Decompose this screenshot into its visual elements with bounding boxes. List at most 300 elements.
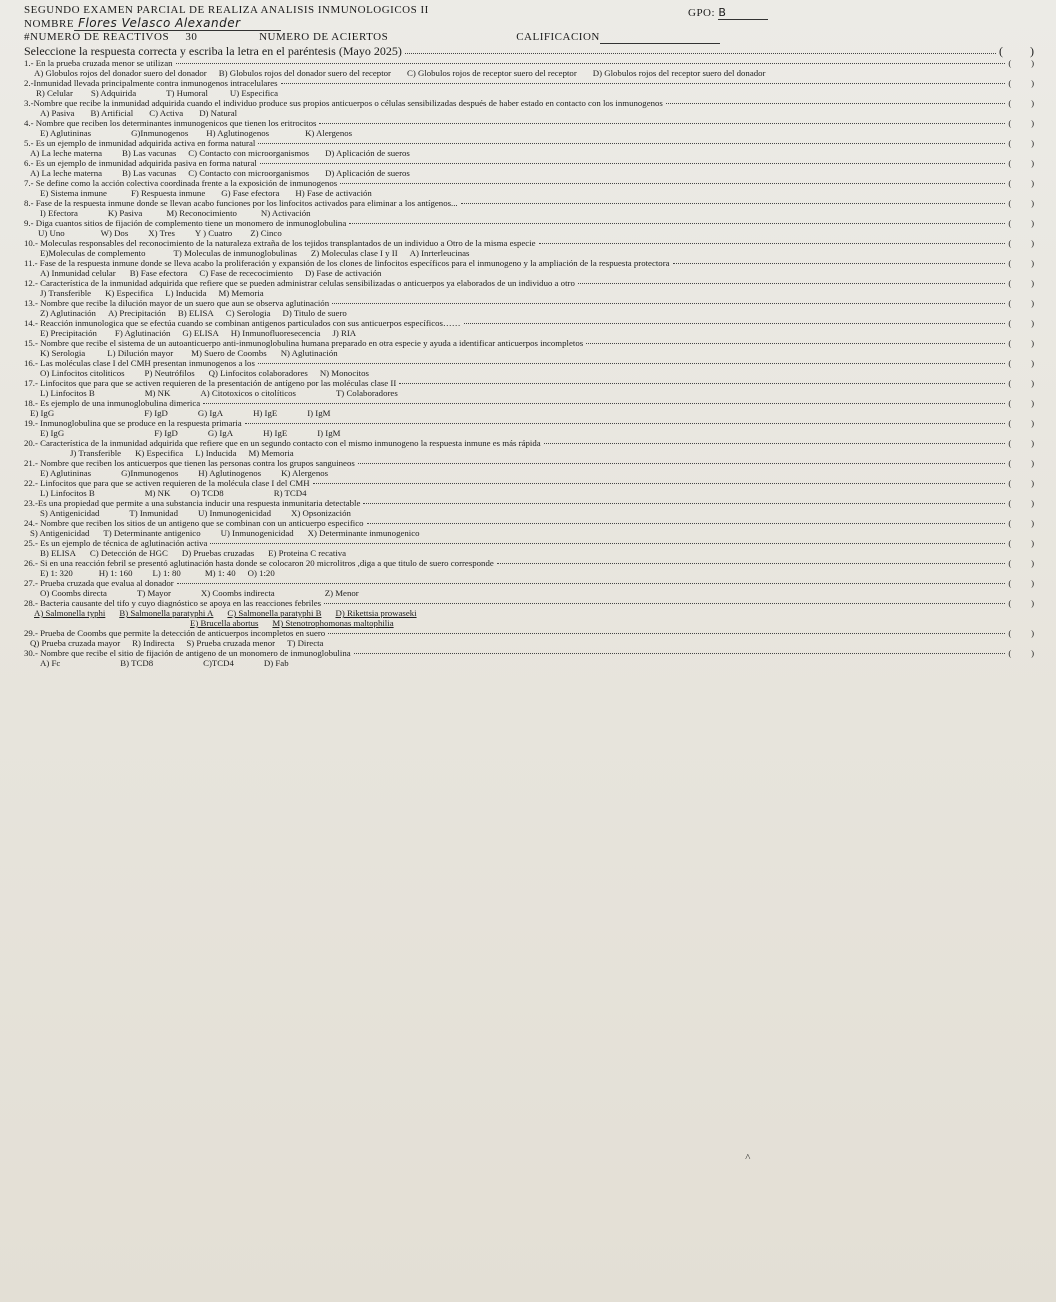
option-row	[24, 68, 1034, 78]
question-12	[24, 278, 1034, 298]
calificacion-label: CALIFICACION	[516, 31, 600, 43]
answer-option[interactable]: Z) Cinco	[250, 228, 282, 238]
question-text: 2.-Inmunidad llevada principalmente contra inmunogenos intracelulares	[24, 78, 278, 88]
option-row	[24, 228, 1034, 238]
dot-leader	[281, 83, 1006, 84]
question-21	[24, 458, 1034, 478]
dot-leader	[666, 103, 1006, 104]
answer-option[interactable]: E) Sistema inmune	[40, 188, 107, 198]
answer-option[interactable]: B) ELISA	[40, 548, 76, 558]
answer-option[interactable]: W) Dos	[100, 228, 129, 238]
answer-option[interactable]: D) Aplicación de sueros	[325, 148, 410, 158]
dot-leader	[340, 183, 1005, 184]
question-18	[24, 398, 1034, 418]
answer-option[interactable]: A) Inmunidad celular	[40, 268, 116, 278]
option-row	[24, 248, 1034, 258]
answer-option[interactable]: B) TCD8	[120, 658, 154, 668]
answer-option[interactable]: T) Colaboradores	[335, 388, 398, 398]
dot-leader	[578, 283, 1006, 284]
answer-option[interactable]: A) Fc	[40, 658, 61, 668]
answer-blank[interactable]: ( )	[1008, 78, 1034, 88]
answer-option[interactable]: B) Las vacunas	[122, 168, 177, 178]
answer-option[interactable]: Z) Aglutinación	[40, 308, 96, 318]
answer-option[interactable]: M) Memoria	[248, 448, 294, 458]
answer-option[interactable]: J) Transferible	[40, 288, 92, 298]
answer-blank[interactable]: ( )	[1008, 538, 1034, 548]
question-text: 11.- Fase de la respuesta inmune donde se lleva acabo la proliferación y expansión de los clones de linfocitos específicos para el inmunogeno y la ampliación de la respuesta protectora	[24, 258, 670, 268]
dot-leader	[328, 633, 1005, 634]
answer-option[interactable]: M) NK	[144, 388, 171, 398]
answer-option[interactable]: B) Artificial	[90, 108, 134, 118]
answer-option[interactable]: B) Fase efectora	[129, 268, 188, 278]
question-stem-row	[24, 118, 1034, 128]
option-row	[24, 488, 1034, 498]
question-text: 16.- Las moléculas clase I del CMH presentan inmunogenos a los	[24, 358, 255, 368]
question-list	[24, 58, 1034, 668]
option-row	[24, 148, 1034, 158]
question-text: 14.- Reacción inmunologica que se efectúa cuando se combinan antigenos particulados con sus anticuerpos específicos……	[24, 318, 461, 328]
answer-option[interactable]: L) Linfocitos B	[40, 388, 95, 398]
instructions	[24, 44, 1034, 58]
question-text: 5.- Es un ejemplo de inmunidad adquirida activa en forma natural	[24, 138, 256, 148]
answer-option[interactable]: B) Salmonella paratyphi A	[119, 608, 214, 618]
dot-leader	[332, 303, 1005, 304]
dot-leader	[539, 243, 1006, 244]
question-text: 18.- Es ejemplo de una inmunoglobulina dimerica	[24, 398, 201, 408]
dot-leader	[258, 363, 1005, 364]
dot-leader	[358, 463, 1006, 464]
question-14	[24, 318, 1034, 338]
answer-option[interactable]: B) Globulos rojos del donador suero del receptor	[218, 68, 391, 78]
answer-option[interactable]: T) Moleculas de inmunoglobulinas	[173, 248, 297, 258]
question-29	[24, 628, 1034, 648]
question-text: 24.- Nombre que reciben los sitios de un antigeno que se combinan con un anticuerpo especifico	[24, 518, 364, 528]
question-text: 7.- Se define como la acción colectiva coordinada frente a la exposición de inmunogenos	[24, 178, 338, 188]
pen-mark-icon: ˄	[745, 1152, 751, 1163]
answer-option[interactable]: M) 1: 40	[204, 568, 236, 578]
answer-blank[interactable]: ( )	[1008, 498, 1034, 508]
answer-option[interactable]: E) Proteina C recativa	[268, 548, 347, 558]
answer-option[interactable]: L) Linfocitos B	[40, 488, 95, 498]
question-7	[24, 178, 1034, 198]
answer-blank[interactable]: ( )	[1008, 518, 1034, 528]
question-6	[24, 158, 1034, 178]
answer-option[interactable]: R) TCD4	[273, 488, 307, 498]
question-24	[24, 518, 1034, 538]
question-13	[24, 298, 1034, 318]
option-row	[24, 188, 1034, 198]
answer-option[interactable]: E) IgG	[40, 428, 65, 438]
dot-leader	[367, 523, 1006, 524]
option-row	[24, 208, 1034, 218]
answer-option[interactable]: G)Inmunogenos	[131, 128, 189, 138]
question-stem-row	[24, 238, 1034, 248]
answer-option[interactable]: R) Celular	[36, 88, 73, 98]
answer-option[interactable]: C) Fase de rececocimiento	[199, 268, 293, 278]
group-value: B	[718, 6, 768, 20]
answer-option[interactable]: G)Inmunogenos	[121, 468, 179, 478]
answer-option[interactable]: D) Fase de activación	[304, 268, 382, 278]
answer-blank[interactable]: ( )	[1008, 58, 1034, 68]
answer-option[interactable]: F) IgD	[154, 428, 178, 438]
answer-option[interactable]: H) Fase de activación	[295, 188, 372, 198]
answer-option[interactable]: J) Transferible	[70, 448, 122, 458]
answer-option[interactable]: J) RIA	[332, 328, 357, 338]
question-text: 29.- Prueba de Coombs que permite la detección de anticuerpos incompletos en suero	[24, 628, 326, 638]
answer-option[interactable]: S) Prueba cruzada menor	[186, 638, 276, 648]
question-stem-row	[24, 258, 1034, 268]
answer-option[interactable]: H) Aglutinogenos	[198, 468, 262, 478]
reactivos-label: #NUMERO DE REACTIVOS	[24, 31, 170, 43]
option-row	[24, 468, 1034, 478]
answer-option[interactable]: S) Antigenicidad	[40, 508, 100, 518]
option-row	[24, 328, 1034, 338]
answer-option[interactable]: X) Coombs indirecta	[200, 588, 275, 598]
answer-option[interactable]: D) Titulo de suero	[282, 308, 347, 318]
answer-option[interactable]: E) IgG	[30, 408, 55, 418]
dot-leader	[354, 653, 1006, 654]
question-28	[24, 598, 1034, 628]
answer-blank[interactable]: ( )	[1008, 318, 1034, 328]
question-8	[24, 198, 1034, 218]
answer-option[interactable]: E) Brucella abortus	[190, 618, 259, 628]
question-17	[24, 378, 1034, 398]
answer-blank[interactable]: ( )	[1008, 178, 1034, 188]
answer-option[interactable]: H) Inmunofluoresecencia	[230, 328, 321, 338]
exam-title: SEGUNDO EXAMEN PARCIAL DE REALIZA ANALISIS INMUNOLOGICOS II	[24, 4, 429, 16]
question-stem-row	[24, 78, 1034, 88]
answer-option[interactable]: L) Inducida	[165, 288, 207, 298]
answer-option[interactable]: T) Inmunidad	[129, 508, 178, 518]
answer-option[interactable]: K) Especifica	[105, 288, 154, 298]
answer-option[interactable]: I) IgM	[317, 428, 341, 438]
answer-blank[interactable]: ( )	[1008, 198, 1034, 208]
question-stem-row	[24, 158, 1034, 168]
answer-option[interactable]: M) Memoria	[218, 288, 264, 298]
answer-option[interactable]: S) Antigenicidad	[30, 528, 90, 538]
answer-option[interactable]: K) Serologia	[40, 348, 86, 358]
answer-option[interactable]: X) Tres	[148, 228, 175, 238]
question-text: 3.-Nombre que recibe la inmunidad adquirida cuando el individuo produce sus propios anticuerpos o células sensibilizadas después de haber estado en contacto con los inmunogenos	[24, 98, 663, 108]
dot-leader	[349, 223, 1005, 224]
question-stem-row	[24, 458, 1034, 468]
answer-option[interactable]: S) Adquirida	[90, 88, 137, 98]
question-20	[24, 438, 1034, 458]
answer-option[interactable]: C) Salmonella paratyphi B	[227, 608, 322, 618]
answer-option[interactable]: X) Opsonización	[291, 508, 351, 518]
question-4	[24, 118, 1034, 138]
answer-option[interactable]: M) Reconocimiento	[166, 208, 237, 218]
answer-option[interactable]: E) 1: 320	[40, 568, 73, 578]
exam-header	[24, 4, 1034, 44]
option-row	[24, 128, 1034, 138]
answer-option[interactable]: C) Detección de HGC	[89, 548, 168, 558]
answer-option[interactable]: D) Fab	[263, 658, 289, 668]
question-stem-row	[24, 338, 1034, 348]
answer-option[interactable]: T) Mayor	[136, 588, 171, 598]
question-10	[24, 238, 1034, 258]
dot-leader	[203, 403, 1005, 404]
question-stem-row	[24, 558, 1034, 568]
question-text: 26.- Si en una reacción febril se presentó aglutinación hasta donde se colocaron 20 microlitros ,diga a que titulo de suero corresponde	[24, 558, 494, 568]
dot-leader	[399, 383, 1005, 384]
question-text: 10.- Moleculas responsables del reconocimiento de la naturaleza extraña de los tejidos transplantados de un individuo a Otro de la misma especie	[24, 238, 536, 248]
answer-option[interactable]: C)TCD4	[203, 658, 234, 668]
answer-option[interactable]: K) Especifica	[135, 448, 184, 458]
answer-blank[interactable]: ( )	[1008, 158, 1034, 168]
answer-option[interactable]: D) Rikettsia prowaseki	[335, 608, 417, 618]
answer-blank[interactable]: ( )	[999, 44, 1034, 58]
group-label: GPO:	[688, 7, 716, 19]
answer-blank[interactable]: ( )	[1008, 438, 1034, 448]
question-text: 30.- Nombre que recibe el sitio de fijación de antigeno de un monomero de inmunoglobulina	[24, 648, 351, 658]
answer-blank[interactable]: ( )	[1008, 578, 1034, 588]
question-1	[24, 58, 1034, 78]
aciertos-label: NUMERO DE ACIERTOS	[259, 31, 389, 43]
answer-option[interactable]: H) IgE	[263, 428, 288, 438]
name-value: Flores Velasco Alexander	[74, 17, 280, 31]
question-stem-row	[24, 98, 1034, 108]
question-stem-row	[24, 538, 1034, 548]
option-row	[24, 348, 1034, 358]
question-stem-row	[24, 598, 1034, 608]
dot-leader	[177, 583, 1006, 584]
answer-blank[interactable]: ( )	[1008, 418, 1034, 428]
answer-option[interactable]: O) 1:20	[247, 568, 275, 578]
answer-option[interactable]: A) Inrterleucinas	[409, 248, 470, 258]
answer-option[interactable]: U) Especifica	[229, 88, 279, 98]
option-row	[24, 588, 1034, 598]
answer-option[interactable]: Z) Moleculas clase I y II	[310, 248, 398, 258]
option-row	[24, 618, 1034, 628]
question-3	[24, 98, 1034, 118]
answer-option[interactable]: F) Aglutinación	[114, 328, 171, 338]
question-text: 17.- Linfocitos que para que se activen requieren de la presentación de antígeno por las moléculas clase II	[24, 378, 397, 388]
answer-option[interactable]: K) Alergenos	[281, 468, 329, 478]
question-stem-row	[24, 438, 1034, 448]
question-5	[24, 138, 1034, 158]
name-label: NOMBRE	[24, 18, 75, 30]
question-27	[24, 578, 1034, 598]
answer-option[interactable]: F) Respuesta inmune	[130, 188, 206, 198]
instructions-text: Seleccione la respuesta correcta y escriba la letra en el paréntesis (Mayo 2025)	[24, 44, 402, 58]
answer-option[interactable]: H) IgE	[253, 408, 278, 418]
answer-option[interactable]: L) 1: 80	[152, 568, 181, 578]
answer-option[interactable]: B) ELISA	[177, 308, 214, 318]
answer-option[interactable]: D) Natural	[199, 108, 238, 118]
question-text: 9.- Diga cuantos sitios de fijación de complemento tiene un monomero de inmunoglobulina	[24, 218, 347, 228]
answer-option[interactable]: M) Suero de Coombs	[191, 348, 267, 358]
answer-blank[interactable]: ( )	[1008, 298, 1034, 308]
answer-blank[interactable]: ( )	[1008, 458, 1034, 468]
answer-option[interactable]: E) Aglutininas	[40, 468, 92, 478]
question-stem-row	[24, 278, 1034, 288]
question-19	[24, 418, 1034, 438]
question-stem-row	[24, 358, 1034, 368]
dot-leader	[260, 163, 1006, 164]
dot-leader	[586, 343, 1005, 344]
question-text: 27.- Prueba cruzada que evalua al donador	[24, 578, 174, 588]
answer-option[interactable]: U) Inmunogenicidad	[220, 528, 294, 538]
answer-option[interactable]: C) Contacto con microorganismos	[188, 148, 310, 158]
answer-blank[interactable]: ( )	[1008, 598, 1034, 608]
question-stem-row	[24, 498, 1034, 508]
answer-option[interactable]: U) Uno	[38, 228, 65, 238]
question-stem-row	[24, 378, 1034, 388]
question-text: 4.- Nombre que reciben los determinantes inmunogenicos que tienen los eritrocitos	[24, 118, 317, 128]
question-stem-row	[24, 518, 1034, 528]
question-text: 23.-Es una propiedad que permite a una substancia inducir una respuesta inmunitaria detectable	[24, 498, 361, 508]
question-stem-row	[24, 628, 1034, 638]
reactivos-value: 30	[185, 31, 198, 43]
answer-option[interactable]: L) Dilución mayor	[107, 348, 174, 358]
option-row	[24, 88, 1034, 98]
question-stem-row	[24, 138, 1034, 148]
answer-option[interactable]: K) Alergenos	[305, 128, 353, 138]
question-stem-row	[24, 198, 1034, 208]
answer-blank[interactable]: ( )	[1008, 558, 1034, 568]
option-row	[24, 428, 1034, 438]
option-row	[24, 388, 1034, 398]
question-text: 8.- Fase de la respuesta inmune donde se llevan acabo funciones por los linfocitos activados para eliminar a los antígenos...	[24, 198, 458, 208]
answer-option[interactable]: I) IgM	[307, 408, 331, 418]
answer-option[interactable]: P) Neutrófilos	[144, 368, 195, 378]
answer-blank[interactable]: ( )	[1008, 98, 1034, 108]
answer-blank[interactable]: ( )	[1008, 358, 1034, 368]
question-16	[24, 358, 1034, 378]
answer-option[interactable]: R) Indirecta	[132, 638, 175, 648]
answer-option[interactable]: G) IgA	[197, 408, 224, 418]
answer-option[interactable]: A) La leche materna	[30, 168, 103, 178]
answer-option[interactable]: G) Fase efectora	[221, 188, 280, 198]
answer-option[interactable]: Q) Prueba cruzada mayor	[30, 638, 121, 648]
answer-blank[interactable]: ( )	[1008, 378, 1034, 388]
question-text: 22.- Linfocitos que para que se activen requieren de la molécula clase I del CMH	[24, 478, 310, 488]
question-9	[24, 218, 1034, 238]
answer-option[interactable]: C) Globulos rojos de receptor suero del receptor	[406, 68, 577, 78]
answer-option[interactable]: O) Linfocitos citoliticos	[40, 368, 125, 378]
answer-option[interactable]: H) Aglutinogenos	[206, 128, 270, 138]
answer-option[interactable]: E) Aglutininas	[40, 128, 92, 138]
answer-blank[interactable]: ( )	[1008, 278, 1034, 288]
question-text: 15.- Nombre que recibe el sistema de un autoanticuerpo anti-inmunoglobulina humana preparado en otra especie y ayuda a identificar anticuerpos incompletos	[24, 338, 584, 348]
answer-option[interactable]: A) Salmonella typhi	[34, 608, 106, 618]
answer-option[interactable]: D) Globulos rojos del receptor suero del donador	[592, 68, 766, 78]
answer-option[interactable]: A) Pasiva	[40, 108, 75, 118]
answer-option[interactable]: C) Serologia	[225, 308, 271, 318]
answer-option[interactable]: D) Pruebas cruzadas	[181, 548, 255, 558]
dot-leader	[245, 423, 1006, 424]
option-row	[24, 528, 1034, 538]
answer-option[interactable]: A) Globulos rojos del donador suero del donador	[34, 68, 207, 78]
answer-option[interactable]: O) TCD8	[190, 488, 224, 498]
dot-leader	[497, 563, 1006, 564]
answer-option[interactable]: Q) Linfocitos colaboradores	[208, 368, 308, 378]
answer-option[interactable]: M) Stenotrophomonas maltophilia	[272, 618, 394, 628]
answer-option[interactable]: A) Precipitación	[107, 308, 166, 318]
answer-option[interactable]: T) Humoral	[166, 88, 208, 98]
answer-option[interactable]: G) ELISA	[182, 328, 219, 338]
answer-option[interactable]: U) Inmunogenicidad	[198, 508, 272, 518]
answer-blank[interactable]: ( )	[1008, 218, 1034, 228]
dot-leader	[464, 323, 1006, 324]
answer-option[interactable]: A) La leche materna	[30, 148, 103, 158]
answer-option[interactable]: N) Activación	[260, 208, 311, 218]
answer-blank[interactable]: ( )	[1008, 628, 1034, 638]
answer-blank[interactable]: ( )	[1008, 138, 1034, 148]
answer-blank[interactable]: ( )	[1008, 398, 1034, 408]
question-25	[24, 538, 1034, 558]
dot-leader	[210, 543, 1005, 544]
answer-option[interactable]: H) 1: 160	[98, 568, 133, 578]
answer-option[interactable]: M) NK	[144, 488, 171, 498]
answer-option[interactable]: Z) Menor	[324, 588, 359, 598]
question-15	[24, 338, 1034, 358]
question-30	[24, 648, 1034, 668]
option-row	[24, 548, 1034, 558]
answer-blank[interactable]: ( )	[1008, 118, 1034, 128]
answer-option[interactable]: N) Aglutinación	[280, 348, 338, 358]
answer-blank[interactable]: ( )	[1008, 648, 1034, 658]
dot-leader	[176, 63, 1006, 64]
answer-blank[interactable]: ( )	[1008, 478, 1034, 488]
question-26	[24, 558, 1034, 578]
question-stem-row	[24, 418, 1034, 428]
option-row	[24, 638, 1034, 648]
answer-option[interactable]: A) Citotoxicos o citolíticos	[200, 388, 296, 398]
answer-option[interactable]: F) IgD	[144, 408, 168, 418]
question-text: 28.- Bacteria causante del tifo y cuyo diagnóstico se apoya en las reacciones febriles	[24, 598, 322, 608]
answer-option[interactable]: G) IgA	[207, 428, 234, 438]
option-row	[24, 568, 1034, 578]
answer-option[interactable]: I) Efectora	[40, 208, 78, 218]
question-stem-row	[24, 578, 1034, 588]
answer-option[interactable]: O) Coombs directa	[40, 588, 107, 598]
question-text: 6.- Es un ejemplo de inmunidad adquirida pasiva en forma natural	[24, 158, 257, 168]
answer-option[interactable]: C) Contacto con microorganismos	[188, 168, 310, 178]
question-text: 25.- Es un ejemplo de técnica de aglutinación activa	[24, 538, 208, 548]
answer-blank[interactable]: ( )	[1008, 258, 1034, 268]
answer-option[interactable]: E) Precipitación	[40, 328, 97, 338]
option-row	[24, 308, 1034, 318]
question-stem-row	[24, 58, 1034, 68]
question-22	[24, 478, 1034, 498]
dot-leader	[673, 263, 1006, 264]
question-stem-row	[24, 298, 1034, 308]
question-stem-row	[24, 178, 1034, 188]
answer-blank[interactable]: ( )	[1008, 338, 1034, 348]
question-text: 19.- Inmunoglobulina que se produce en la respuesta primaria	[24, 418, 242, 428]
dot-leader	[363, 503, 1005, 504]
answer-option[interactable]: T) Directa	[287, 638, 324, 648]
answer-option[interactable]: C) Activa	[149, 108, 184, 118]
answer-option[interactable]: D) Aplicación de sueros	[325, 168, 410, 178]
answer-option[interactable]: K) Pasiva	[107, 208, 143, 218]
answer-option[interactable]: N) Monocitos	[319, 368, 369, 378]
answer-option[interactable]: Y ) Cuatro	[194, 228, 233, 238]
answer-option[interactable]: L) Inducida	[195, 448, 237, 458]
question-11	[24, 258, 1034, 278]
answer-option[interactable]: T) Determinante antigenico	[103, 528, 201, 538]
answer-option[interactable]: B) Las vacunas	[122, 148, 177, 158]
question-stem-row	[24, 218, 1034, 228]
answer-option[interactable]: E)Moleculas de complemento	[40, 248, 146, 258]
answer-blank[interactable]: ( )	[1008, 238, 1034, 248]
question-stem-row	[24, 648, 1034, 658]
answer-option[interactable]: X) Determinante inmunogenico	[307, 528, 420, 538]
dot-leader	[461, 203, 1006, 204]
dot-leader	[324, 603, 1005, 604]
